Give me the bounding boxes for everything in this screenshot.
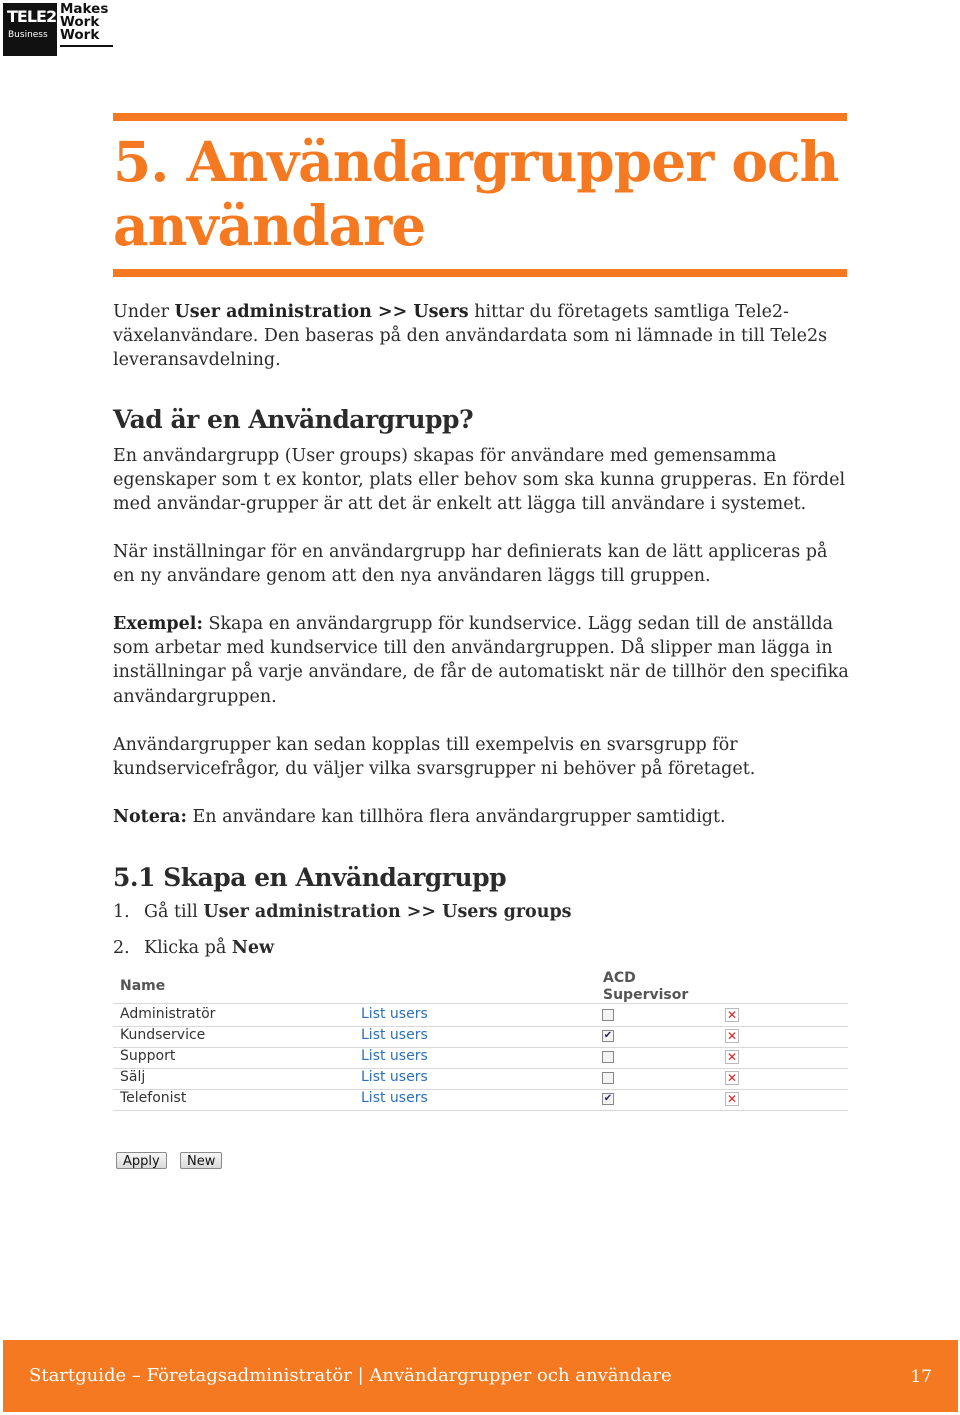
note-label: Notera: [113,807,187,827]
example-label: Exempel: [113,614,203,634]
logo-tagline-1: Makes [60,1,109,17]
delete-x-icon[interactable]: ✕ [726,1008,738,1022]
step-2-number: 2. [113,938,130,958]
step-1-number: 1. [113,902,130,922]
paragraph-definition: En användargrupp (User groups) skapas för användare med gemensamma egenskaper som t ex kontor, plats eller behov som ska kunna grupperas. En fördel med användar-grupper är att det är enkelt att lägga till användare i systemet. [113,446,846,515]
intro-pre: Under [113,302,175,322]
apply-button[interactable]: Apply [116,1152,167,1169]
tele2-logo [3,3,113,56]
footer-text: Startguide – Företagsadministratör | Användargrupper och användare [29,1365,672,1386]
list-users-link[interactable]: List users [361,1006,428,1022]
new-button[interactable]: New [180,1152,222,1169]
section-heading-usergroup: Vad är en Användargrupp? [113,405,474,434]
footer-bar [3,1340,958,1412]
step-2-text: Klicka på [144,938,232,958]
paragraph-settings: När inställningar för en användargrupp har definierats kan de lätt appliceras på en ny användare genom att den nya användaren läggs till gruppen. [113,542,828,587]
intro-path: User administration >> Users [174,302,469,322]
step-2 [113,938,274,958]
acd-supervisor-checkbox[interactable]: ✔ [603,1030,613,1041]
acd-supervisor-checkbox[interactable]: ✔ [603,1093,613,1104]
column-header-acd: ACD [603,970,636,986]
logo-tagline [60,3,113,56]
intro-post: hittar du företagets samtliga Tele2-växelanvändare. Den baseras på den användardata som ni lämnade in till Tele2s leveransavdelning. [113,302,828,371]
table-row [113,1089,848,1110]
column-header-supervisor: Supervisor [603,987,689,1003]
acd-supervisor-checkbox[interactable] [602,1009,614,1021]
group-name: Support [120,1048,176,1064]
table-row [113,1047,848,1068]
tele2-logo-mark [3,3,57,56]
logo-tagline-3: Work [60,27,100,43]
title-top-rule [113,113,847,121]
section-heading-create: 5.1 Skapa en Användargrupp [113,863,507,892]
delete-x-icon[interactable]: ✕ [726,1050,738,1064]
table-row [113,1005,848,1026]
step-1-text: Gå till [144,902,204,922]
list-users-link[interactable]: List users [361,1069,428,1085]
paragraph-note [113,805,853,829]
logo-sub: Business [8,30,48,40]
logo-brand: TELE2 [7,7,57,26]
table-bottom-divider [113,1110,848,1111]
page-title: 5. Användargrupper och användare [113,129,839,258]
paragraph-example [113,612,853,709]
column-header-name: Name [120,978,166,994]
example-text: Skapa en användargrupp för kundservice. Lägg sedan till de anställda som arbetar med kundservice till den användargruppen. Då slipper man lägga in inställningar på varje användare, de får de automatiskt när de tillhör den specifika användargruppen. [113,614,849,707]
paragraph-answer-groups: Användargrupper kan sedan kopplas till exempelvis en svarsgrupp för kundservicefrågor, du väljer vilka svarsgrupper ni behöver på företaget. [113,735,756,780]
title-bottom-rule [113,269,847,277]
group-name: Kundservice [120,1027,206,1043]
list-users-link[interactable]: List users [361,1048,428,1064]
group-name: Telefonist [120,1090,187,1106]
intro-paragraph [113,300,853,373]
group-name: Sälj [120,1069,146,1085]
column-header-acd-supervisor [603,970,688,1004]
acd-supervisor-checkbox[interactable] [602,1072,614,1084]
table-row [113,1068,848,1089]
delete-x-icon[interactable]: ✕ [726,1071,738,1085]
group-name: Administratör [120,1006,216,1022]
note-text: En användare kan tillhöra flera användargrupper samtidigt. [186,807,726,827]
delete-x-icon[interactable]: ✕ [726,1092,738,1106]
list-users-link[interactable]: List users [361,1090,428,1106]
step-2-path: New [231,938,275,958]
step-1-path: User administration >> Users groups [203,902,572,922]
step-1 [113,902,572,922]
table-row [113,1026,848,1047]
logo-tagline-2: Work [60,14,100,30]
page-number: 17 [910,1367,932,1387]
list-users-link[interactable]: List users [361,1027,428,1043]
acd-supervisor-checkbox[interactable] [602,1051,614,1063]
logo-underline [60,45,113,47]
header-divider [113,1003,848,1004]
delete-x-icon[interactable]: ✕ [726,1029,738,1043]
